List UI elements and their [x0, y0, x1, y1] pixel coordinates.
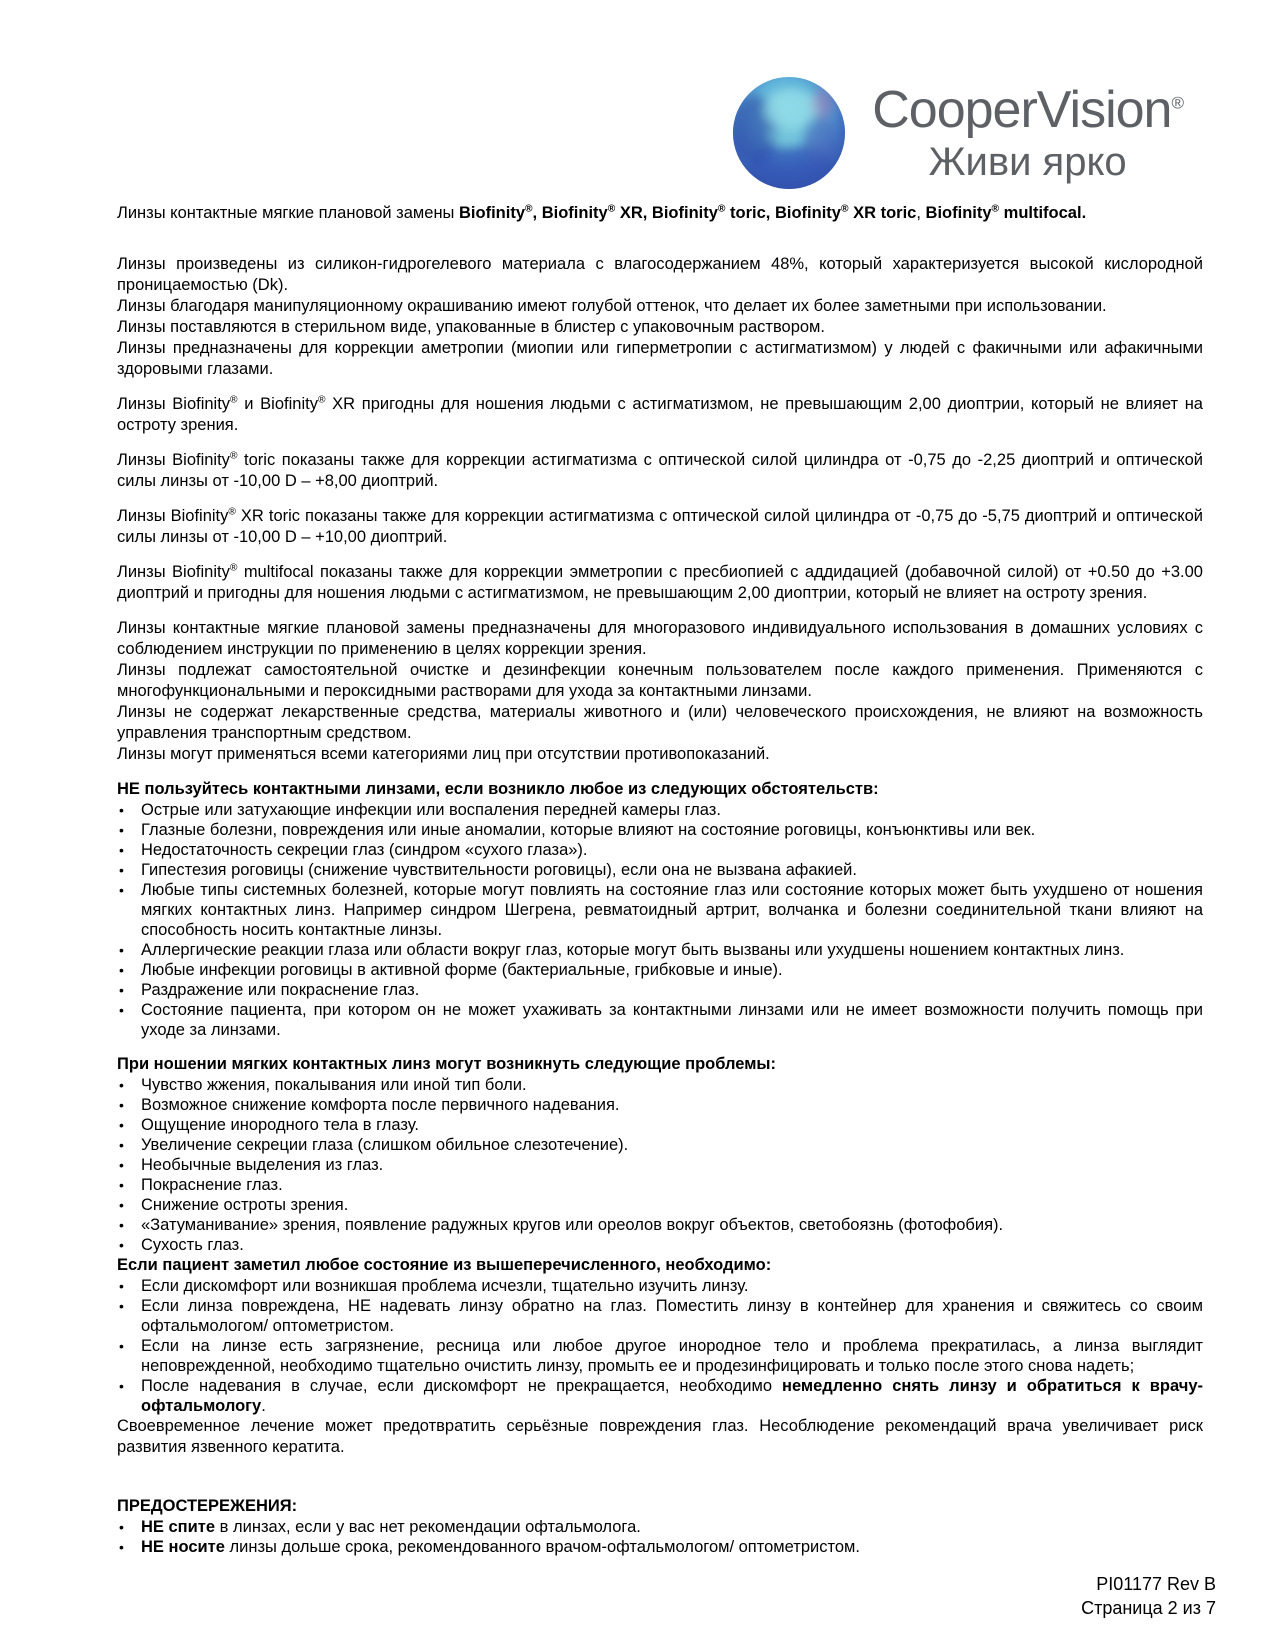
bullet-list — [117, 1517, 1203, 1557]
list-item: • НЕ спите в линзах, если у вас нет рекомендации офтальмолога. — [117, 1517, 1203, 1537]
list-item: • Возможное снижение комфорта после первичного надевания. — [117, 1095, 1203, 1115]
brand-tagline: Живи ярко — [928, 139, 1127, 184]
list-item: • Снижение остроты зрения. — [117, 1195, 1203, 1215]
paragraph: Линзы контактные мягкие плановой замены Biofinity®, Biofinity® XR, Biofinity® toric, Biofinity® XR toric, Biofinity® multifocal. — [117, 203, 1087, 222]
section-heading: Если пациент заметил любое состояние из вышеперечисленного, необходимо: — [117, 1256, 772, 1274]
list-item: • Покраснение глаз. — [117, 1175, 1203, 1195]
paragraph: Линзы Biofinity® и Biofinity® XR пригодны для ношения людьми с астигматизмом, не превышающим 2,00 диоптрии, который не влияет на остроту зрения. — [117, 394, 1203, 434]
paragraph: Линзы благодаря манипуляционному окрашиванию имеют голубой оттенок, что делает их более заметными при использовании. — [117, 297, 1107, 315]
section-heading: При ношении мягких контактных линз могут возникнуть следующие проблемы: — [117, 1055, 777, 1073]
paragraph: Линзы Biofinity® toric показаны также для коррекции астигматизма с оптической силой цилиндра от -0,75 до -2,25 диоптрий и оптической силы линзы от -10,00 D – +8,00 диоптрий. — [117, 450, 1203, 490]
coopervision-globe-icon — [730, 74, 848, 192]
document-body — [0, 195, 1275, 1557]
page-number: Страница 2 из 7 — [1081, 1598, 1216, 1618]
list-item: • Глазные болезни, повреждения или иные аномалии, которые влияют на состояние роговицы, конъюнктивы или век. — [117, 820, 1203, 840]
list-item: • Аллергические реакции глаза или области вокруг глаз, которые могут быть вызваны или ухудшены ношением контактных линз. — [117, 940, 1203, 960]
list-item: • Любые инфекции роговицы в активной форме (бактериальные, грибковые и иные). — [117, 960, 1203, 980]
list-item: • После надевания в случае, если дискомфорт не прекращается, необходимо немедленно снять линзу и обратиться к врачу-офтальмологу. — [117, 1376, 1203, 1416]
list-item: • Если линза повреждена, НЕ надевать линзу обратно на глаз. Поместить линзу в контейнер для хранения и свяжитесь со своим офтальмологом/ оптометристом. — [117, 1296, 1203, 1336]
list-item: • Ощущение инородного тела в глазу. — [117, 1115, 1203, 1135]
list-item: • Сухость глаз. — [117, 1235, 1203, 1255]
paragraph: Линзы контактные мягкие плановой замены предназначены для многоразового индивидуального использования в домашних условиях с соблюдением инструкции по применению в целях коррекции зрения. — [117, 619, 1203, 658]
section-heading: НЕ пользуйтесь контактными линзами, если возникло любое из следующих обстоятельств: — [117, 780, 879, 798]
list-item: • Раздражение или покраснение глаз. — [117, 980, 1203, 1000]
list-item: • Если дискомфорт или возникшая проблема исчезли, тщательно изучить линзу. — [117, 1276, 1203, 1296]
list-item: • Чувство жжения, покалывания или иной тип боли. — [117, 1075, 1203, 1095]
paragraph: Линзы Biofinity® multifocal показаны также для коррекции эмметропии с пресбиопией с аддидацией (добавочной силой) от +0.50 до +3.00 диоптрий и пригодны для ношения людьми с астигматизмом, не превышающим 2,00 диоптрии, который не влияет на остроту зрения. — [117, 562, 1203, 602]
paragraph: Линзы могут применяться всеми категориями лиц при отсутствии противопоказаний. — [117, 745, 770, 763]
logo-text — [872, 80, 1183, 184]
list-item: • Любые типы системных болезней, которые могут повлиять на состояние глаз или состояние которых может быть ухудшено от ношения мягких контактных линз. Например синдром Шегрена, ревматоидный артрит, волчанка и болезни соединительной ткани влияют на способность носить контактные линзы. — [117, 880, 1203, 940]
page-footer — [1081, 1572, 1216, 1620]
list-item: • НЕ носите линзы дольше срока, рекомендованного врачом-офтальмологом/ оптометристом. — [117, 1537, 1203, 1557]
document-reference: PI01177 Rev B — [1096, 1574, 1216, 1594]
list-item: • Необычные выделения из глаз. — [117, 1155, 1203, 1175]
section-heading: ПРЕДОСТЕРЕЖЕНИЯ: — [117, 1497, 298, 1515]
bullet-list — [117, 800, 1203, 1040]
paragraph: Линзы произведены из силикон-гидрогелевого материала с влагосодержанием 48%, который характеризуется высокой кислородной проницаемостью (Dk). — [117, 255, 1203, 294]
bullet-list — [117, 1075, 1203, 1255]
list-item: • Увеличение секреции глаза (слишком обильное слезотечение). — [117, 1135, 1203, 1155]
paragraph: Линзы Biofinity® XR toric показаны также для коррекции астигматизма с оптической силой цилиндра от -0,75 до -5,75 диоптрий и оптической силы линзы от -10,00 D – +10,00 диоптрий. — [117, 506, 1203, 546]
paragraph: Линзы предназначены для коррекции аметропии (миопии или гиперметропии с астигматизмом) у людей с факичными или афакичными здоровыми глазами. — [117, 339, 1203, 378]
bullet-list — [117, 1276, 1203, 1416]
brand-name: CooperVision® — [872, 80, 1183, 139]
list-item: • «Затуманивание» зрения, появление радужных кругов или ореолов вокруг объектов, светобоязнь (фотофобия). — [117, 1215, 1203, 1235]
registered-mark: ® — [1171, 93, 1183, 113]
list-item: • Если на линзе есть загрязнение, ресница или любое другое инородное тело и проблема прекратилась, а линза выглядит неповрежденной, необходимо тщательно очистить линзу, промыть ее и продезинфицировать и только после этого снова надеть; — [117, 1336, 1203, 1376]
list-item: • Острые или затухающие инфекции или воспаления передней камеры глаз. — [117, 800, 1203, 820]
list-item: • Гипестезия роговицы (снижение чувствительности роговицы), если она не вызвана афакией. — [117, 860, 1203, 880]
paragraph: Линзы не содержат лекарственные средства, материалы животного и (или) человеческого происхождения, не влияют на возможность управления транспортным средством. — [117, 703, 1203, 742]
list-item: • Состояние пациента, при котором он не может ухаживать за контактными линзами или не имеет возможности получить помощь при уходе за линзами. — [117, 1000, 1203, 1040]
list-item: • Недостаточность секреции глаз (синдром «сухого глаза»). — [117, 840, 1203, 860]
paragraph: Своевременное лечение может предотвратить серьёзные повреждения глаз. Несоблюдение рекомендаций врача увеличивает риск развития язвенного кератита. — [117, 1417, 1203, 1456]
coopervision-logo — [0, 0, 1275, 195]
paragraph: Линзы подлежат самостоятельной очистке и дезинфекции конечным пользователем после каждого применения. Применяются с многофункциональными и пероксидными растворами для ухода за контактными линзами. — [117, 661, 1203, 700]
paragraph: Линзы поставляются в стерильном виде, упакованные в блистер с упаковочным раствором. — [117, 318, 825, 336]
